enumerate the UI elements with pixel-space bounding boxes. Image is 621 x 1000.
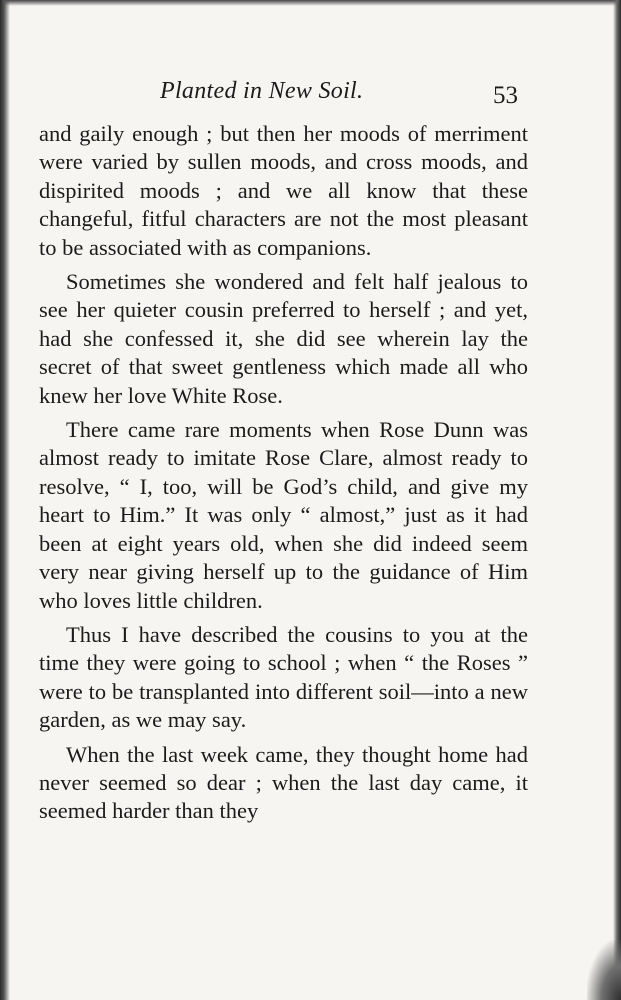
page-corner-smudge bbox=[587, 940, 621, 1000]
paragraph: There came rare moments when Rose Dunn was almost ready to imitate Rose Clare, almost ready to resolve, “ I, too, will be God’s child, and give my heart to Him.” It was only “ almost,” just as it had been at eight years old, when she did indeed seem very near giving herself up to the guidance of Him who loves little children. bbox=[39, 417, 528, 613]
running-title: Planted in New Soil. bbox=[160, 78, 364, 104]
page-top-shadow bbox=[0, 0, 621, 6]
page-right-edge-shadow bbox=[613, 0, 621, 1000]
page-number: 53 bbox=[493, 82, 518, 109]
paragraph: Thus I have described the cousins to you at the time they were going to school ; when “ the Roses ” were to be transplanted into different soil—into a new garden, as we may say. bbox=[39, 621, 528, 733]
running-header bbox=[0, 78, 621, 118]
body-text bbox=[39, 120, 528, 826]
paragraph: Sometimes she wondered and felt half jealous to see her quieter cousin preferred to herself ; and yet, had she confessed it, she did see wherein lay the secret of that sweet gentleness which made all who knew her love White Rose. bbox=[39, 269, 528, 408]
paragraph-continued: and gaily enough ; but then her moods of merriment were varied by sullen moods, and cross moods, and dispirited moods ; and we all know that these changeful, fitful characters are not the most pleasant to be associated with as companions. bbox=[39, 121, 528, 260]
paragraph: When the last week came, they thought home had never seemed so dear ; when the last day came, it seemed harder than they bbox=[39, 741, 528, 824]
page-left-edge-shadow bbox=[0, 0, 10, 1000]
